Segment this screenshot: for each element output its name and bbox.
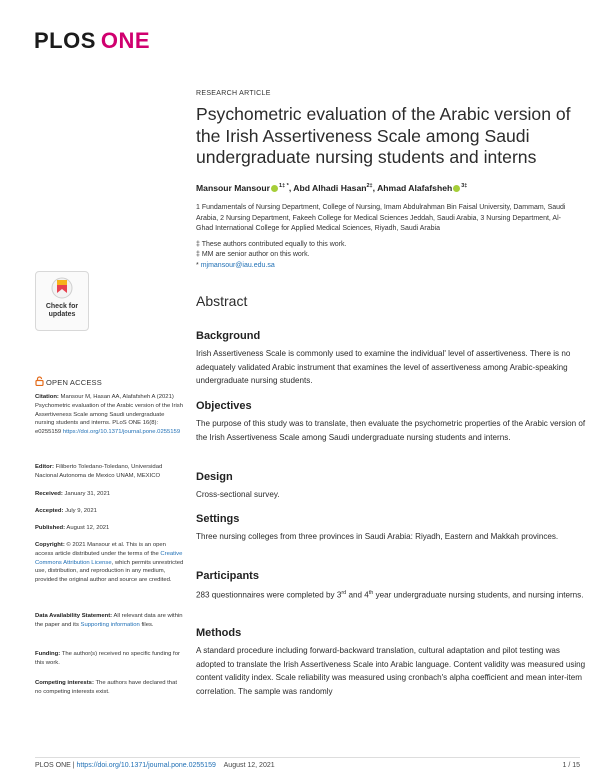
data-availability-text-1: All relevant data are within the paper and its	[35, 613, 183, 628]
copyright-block	[35, 541, 185, 585]
open-access-label	[35, 376, 102, 387]
bookmark-icon	[51, 277, 73, 299]
footer-divider	[35, 757, 580, 758]
equal-contribution-note: ‡ These authors contributed equally to this work.	[196, 241, 347, 248]
objectives-text: The purpose of this study was to translate, then evaluate the psychometric properties of the Arabic version of the Irish Assertiveness Scale among Saudi undergraduate nursing students and interns.	[196, 419, 586, 442]
accepted-date: July 9, 2021	[65, 508, 97, 514]
received-label: Received:	[35, 491, 63, 497]
orcid-icon[interactable]	[271, 185, 278, 192]
footer-date: August 12, 2021	[223, 762, 275, 769]
received-date: January 31, 2021	[64, 491, 111, 497]
page-footer	[35, 762, 580, 769]
published-line	[35, 524, 185, 533]
author-2[interactable]: Abd Alhadi Hasan	[293, 183, 367, 193]
logo-plos: PLOS	[34, 28, 96, 53]
accepted-label: Accepted:	[35, 508, 64, 514]
funding-label: Funding:	[35, 651, 61, 657]
cc-license-link[interactable]: Creative Commons Attribution License	[35, 550, 183, 566]
citation-text: Mansour M, Hasan AA, Alafafsheh A (2021) Psychometric evaluation of the Arabic version of the Irish Assertiveness Scale among Saudi undergraduate nursing students and interns. PLoS ONE 16(8): e0255159	[35, 394, 183, 436]
settings-heading: Settings	[196, 513, 240, 525]
participants-sup-2: th	[368, 590, 374, 596]
methods-text: A standard procedure including forward-backward translation, cultural adaptation and pilot testing was adopted to translate the Irish Assertiveness Scale into Arabic language. Content validity was measured using content validity index. Scale reliability was measured using cronbach's alpha coefficient and mean inter-item correlation. The sample was randomly	[196, 646, 586, 696]
editor-label: Editor:	[35, 464, 54, 470]
email-link[interactable]: mjmansour@iau.edu.sa	[200, 261, 275, 269]
funding-block	[35, 650, 185, 668]
participants-text-a: 283 questionnaires were completed by 3	[196, 590, 342, 600]
article-type: RESEARCH ARTICLE	[196, 90, 271, 97]
participants-sup-1: rd	[341, 590, 347, 596]
check-for-updates-badge[interactable]	[35, 271, 89, 331]
author-list: Mansour Mansour $^{1\ddagger *}$, Abd Alhadi Hasan$^{2\ddagger}$, Ahmad Alafafsheh $^{3\ddagger}$	[196, 183, 468, 193]
data-availability-block	[35, 612, 185, 630]
editor-text: Filiberto Toledano-Toledano, Universidad Nacional Autonoma de Mexico UNAM, MEXICO	[35, 464, 163, 479]
published-label: Published:	[35, 525, 66, 531]
competing-interests-label: Competing interests:	[35, 680, 94, 686]
affiliations: 1 Fundamentals of Nursing Department, College of Nursing, Imam Abdulrahman Bin Faisal University, Dammam, Saudi Arabia, 2 Nursing Department, Fakeeh College for Medical Sciences Jeddah, Saudi Arabia, 3 Nursing Department, Al-Ghad International College for Applied Medical Sciences, Riyadh, Saudi Arabia	[196, 204, 566, 233]
author-1-sup: 1‡ *	[279, 183, 289, 190]
participants-text-b: and 4	[346, 590, 369, 600]
senior-author-note: ‡ MM are senior author on this work.	[196, 251, 310, 259]
open-lock-icon	[35, 376, 44, 386]
footer-doi-link[interactable]: https://doi.org/10.1371/journal.pone.0255159	[76, 762, 216, 769]
open-access-text: OPEN ACCESS	[46, 378, 102, 387]
journal-logo[interactable]	[34, 28, 150, 54]
editor-block	[35, 463, 185, 481]
accepted-line	[35, 507, 185, 516]
funding-text: The author(s) received no specific funding for this work.	[35, 651, 180, 666]
participants-text-c: year undergraduate nursing students, and nursing interns.	[373, 590, 584, 600]
design-text: Cross-sectional survey.	[196, 490, 280, 499]
footer-journal: PLOS ONE	[35, 762, 71, 769]
email-marker: *	[196, 261, 199, 269]
citation-doi-link[interactable]: https://doi.org/10.1371/journal.pone.0255159	[62, 429, 181, 436]
participants-text	[196, 587, 586, 602]
background-text: Irish Assertiveness Scale is commonly used to examine the individual' level of assertiveness. There is no adequately validated Arabic instrument that examines the level of assertiveness among Arabic-speaking undergraduate nursing students.	[196, 349, 571, 386]
page-number: 1 / 15	[562, 762, 580, 769]
badge-label	[36, 303, 88, 319]
footer-separator: |	[70, 762, 77, 769]
citation-block	[35, 393, 185, 437]
received-line	[35, 490, 185, 499]
badge-line-2: updates	[48, 311, 76, 318]
author-2-sup: 2‡	[366, 183, 373, 190]
author-1[interactable]: Mansour Mansour	[196, 183, 271, 193]
abstract-heading: Abstract	[196, 293, 248, 309]
competing-interests-block	[35, 679, 185, 697]
author-3[interactable]: Ahmad Alafafsheh	[377, 183, 453, 193]
citation-label: Citation:	[35, 394, 59, 400]
settings-text: Three nursing colleges from three provinces in Saudi Arabia: Riyadh, Eastern and Makkah provinces.	[196, 532, 559, 541]
copyright-text-1: © 2021 Mansour et al. This is an open access article distributed under the terms of the	[35, 542, 166, 557]
data-availability-label: Data Availability Statement:	[35, 613, 113, 619]
orcid-icon[interactable]	[453, 185, 460, 192]
corresponding-email-line	[196, 261, 576, 271]
copyright-text-2: , which permits unrestricted use, distribution, and reproduction in any medium, provided the original author and source are credited.	[35, 559, 184, 584]
badge-line-1: Check for	[45, 303, 79, 310]
logo-one: ONE	[100, 28, 151, 53]
design-heading: Design	[196, 471, 233, 483]
author-3-sup: 3‡	[461, 183, 468, 190]
background-heading: Background	[196, 330, 261, 342]
competing-interests-text: The authors have declared that no competing interests exist.	[35, 680, 177, 695]
methods-heading: Methods	[196, 627, 242, 639]
article-title: Psychometric evaluation of the Arabic version of the Irish Assertiveness Scale among Saudi undergraduate nursing students and interns	[196, 104, 571, 167]
copyright-label: Copyright:	[35, 542, 65, 548]
author-notes	[196, 240, 576, 271]
published-date: August 12, 2021	[66, 525, 110, 531]
supporting-information-link[interactable]: Supporting information	[80, 621, 140, 628]
data-availability-text-2: files.	[141, 621, 154, 628]
participants-heading: Participants	[196, 570, 259, 582]
objectives-heading: Objectives	[196, 400, 252, 412]
